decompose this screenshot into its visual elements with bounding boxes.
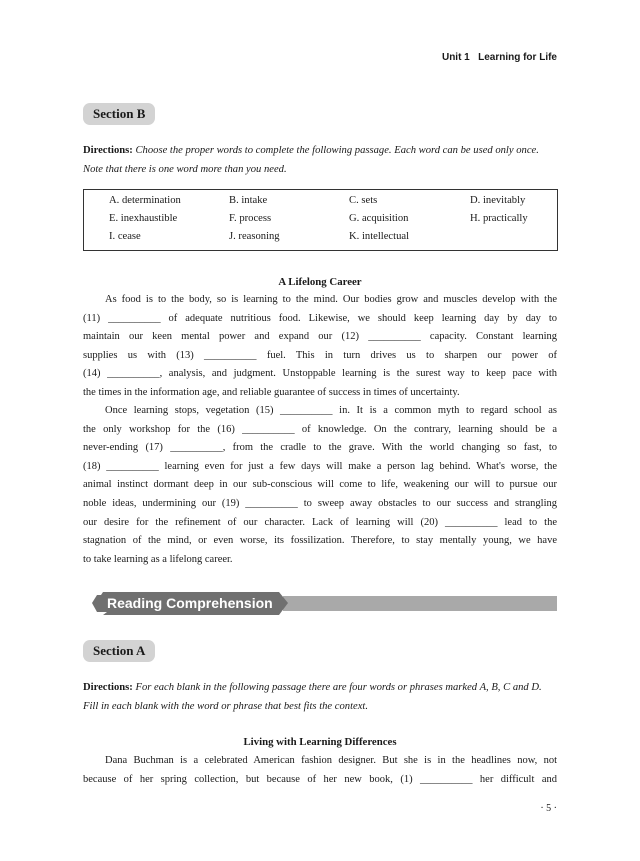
passage-line: (11) __________ of adequate nutritious food. Likewise, we should keep learning day by day to: [83, 312, 557, 324]
passage-section-a: [83, 752, 557, 789]
word-option: C. sets: [349, 195, 378, 206]
directions-label: Directions:: [83, 682, 133, 693]
unit-title: Learning for Life: [478, 52, 557, 63]
section-b-heading: Section B: [83, 103, 155, 125]
passage-line: the times in the information age, and reliable guarantee of success in times of uncertainty.: [83, 386, 460, 398]
passage-line: the only workshop for the (16) __________ of knowledge. On the contrary, learning should be a: [83, 423, 557, 435]
section-b-directions: [83, 142, 557, 179]
word-option: G. acquisition: [349, 213, 409, 224]
directions-text: For each blank in the following passage there are four words or phrases marked A, B, C and D. Fill in each blank with the word or phrase that best fits the context.: [83, 682, 542, 712]
directions-label: Directions:: [83, 145, 133, 156]
passage-line: animal instinct dormant deep in our sub-conscious will come to life, weakening our will to pursue our: [83, 479, 557, 491]
passage-section-b: [83, 291, 557, 569]
passage-line: maintain our keen mental power and expand our (12) __________ capacity. Constant learning: [83, 331, 557, 343]
passage-line: Dana Buchman is a celebrated American fashion designer. But she is in the headlines now, not: [105, 755, 557, 766]
passage-title: Living with Learning Differences: [243, 736, 397, 748]
reading-comprehension-banner: [83, 595, 557, 612]
passage-line: supplies us with (13) __________ fuel. This in turn drives us to sharpen our power of: [83, 349, 557, 361]
passage-line: As food is to the body, so is learning to the mind. Our bodies grow and muscles develop with the: [105, 294, 557, 305]
word-option: B. intake: [229, 195, 268, 206]
unit-label: Unit 1: [441, 52, 470, 63]
passage-line: (14) __________, analysis, and judgment. Unstoppable learning is the surest way to keep pace with: [83, 368, 557, 380]
word-option: J. reasoning: [229, 231, 280, 242]
banner-bar: [283, 596, 557, 611]
passage-title: A Lifelong Career: [278, 276, 362, 288]
word-option: E. inexhaustible: [109, 213, 178, 224]
passage-line: our desire for the refinement of our character. Lack of learning will (20) __________ lead to the: [83, 516, 557, 528]
passage-line: Once learning stops, vegetation (15) __________ in. It is a common myth to regard school as: [105, 405, 557, 417]
passage-line: noble ideas, undermining our (19) __________ to sweep away obstacles to our success and strangling: [83, 498, 557, 510]
section-a-directions: [83, 679, 557, 716]
word-option: F. process: [229, 213, 272, 224]
word-option: D. inevitably: [470, 195, 526, 206]
word-option: A. determination: [109, 195, 181, 206]
running-header: [442, 52, 557, 63]
passage-line: (18) __________ learning even for just a few days will make a person lag behind. What's worse, the: [83, 460, 557, 472]
banner-title: Reading Comprehension: [107, 595, 273, 611]
page-number: · 5 ·: [540, 803, 557, 814]
word-option: H. practically: [470, 213, 528, 224]
passage-line: because of her spring collection, but because of her new book, (1) __________ her difficult and: [83, 773, 557, 785]
passage-line: to take learning as a lifelong career.: [83, 553, 233, 565]
word-option: I. cease: [109, 231, 141, 242]
word-option: K. intellectual: [349, 231, 410, 242]
passage-line: never-ending (17) __________, from the cradle to the grave. With the world changing so fast, to: [83, 442, 557, 454]
word-bank: [83, 189, 558, 251]
directions-text: Choose the proper words to complete the following passage. Each word can be used only once. Note that there is one word more than you need.: [83, 145, 539, 175]
section-a-heading: Section A: [83, 640, 155, 662]
passage-line: stagnation of the mind, or even worse, its fossilization. Therefore, to stay mentally young, we have: [83, 535, 557, 547]
